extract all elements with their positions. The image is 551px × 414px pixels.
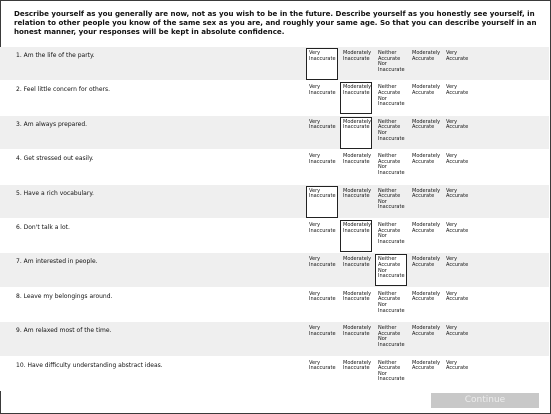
option-very-accurate[interactable] [443,254,475,286]
question-row [0,81,549,115]
option-label-line: Very [446,359,458,366]
option-moderately-inaccurate[interactable] [340,151,372,183]
option-neither-accurate-nor-inaccurate[interactable] [375,323,407,355]
option-label-line: Inaccurate [343,330,370,337]
option-label-line: Accurate [412,158,435,165]
question-row [0,253,549,287]
option-label-line: Inaccurate [343,89,370,96]
option-very-inaccurate[interactable] [306,117,338,149]
option-label-line: Neither [378,118,397,125]
option-label-line: Inaccurate [309,296,336,303]
option-label-line: Inaccurate [378,376,405,383]
option-moderately-inaccurate[interactable] [340,220,372,252]
option-label-line: Nor [378,370,387,377]
option-label-line: Very [446,153,458,160]
option-label-line: Inaccurate [343,193,370,200]
option-moderately-inaccurate[interactable] [340,289,372,321]
option-neither-accurate-nor-inaccurate[interactable] [375,289,407,321]
option-label-line: Very [446,118,458,125]
option-label-line: Nor [378,336,387,343]
option-neither-accurate-nor-inaccurate[interactable] [375,186,407,218]
question-list [0,47,549,391]
option-moderately-inaccurate[interactable] [340,82,372,114]
option-label-line: Accurate [378,330,401,337]
option-label-line: Very [309,50,321,56]
option-label-line: Inaccurate [309,89,336,96]
question-row [0,357,549,391]
option-label-line: Nor [378,129,387,136]
option-label-line: Very [446,256,458,263]
option-moderately-inaccurate[interactable] [340,48,372,80]
option-label-line: Moderately [412,325,441,332]
question-text: 2. Feel little concern for others. [16,86,111,94]
option-label-line: Moderately [343,221,372,228]
question-text: 5. Have a rich vocabulary. [16,189,94,197]
option-label-line: Neither [378,290,397,297]
option-label-line: Moderately [343,359,372,366]
option-label-line: Accurate [412,261,435,268]
option-label-line: Very [446,325,458,332]
option-label-line: Accurate [446,365,469,372]
question-text: 4. Get stressed out easily. [16,155,94,163]
option-label-line: Inaccurate [309,124,336,131]
option-label-line: Inaccurate [343,365,370,372]
option-moderately-accurate[interactable] [409,220,441,252]
option-label-line: Moderately [343,187,372,194]
option-label-line: Nor [378,233,387,240]
option-label-line: Moderately [412,359,441,366]
option-very-accurate[interactable] [443,358,475,390]
option-label-line: Accurate [412,330,435,337]
option-moderately-accurate[interactable] [409,289,441,321]
option-label-line: Inaccurate [378,101,405,108]
option-label-line: Neither [378,359,397,366]
option-label-line: Accurate [412,365,435,372]
question-row [0,322,549,356]
option-very-inaccurate[interactable] [306,82,338,114]
option-label-line: Nor [378,301,387,308]
option-very-accurate[interactable] [443,186,475,218]
option-label-line: Neither [378,84,397,91]
option-moderately-accurate[interactable] [409,82,441,114]
option-label-line: Accurate [378,158,401,165]
option-label-line: Very [309,187,321,194]
option-label-line: Accurate [446,330,469,337]
option-label-line: Moderately [343,153,372,160]
option-label-line: Inaccurate [343,158,370,165]
option-label-line: Inaccurate [378,307,405,314]
option-label-line: Moderately [343,84,372,91]
option-label-line: Accurate [412,193,435,200]
option-moderately-accurate[interactable] [409,117,441,149]
option-very-inaccurate[interactable] [306,289,338,321]
option-moderately-accurate[interactable] [409,358,441,390]
option-label-line: Inaccurate [378,135,405,142]
option-moderately-accurate[interactable] [409,186,441,218]
option-label-line: Accurate [412,89,435,96]
option-label-line: Neither [378,256,397,263]
option-label-line: Accurate [378,193,401,200]
question-text: 6. Don't talk a lot. [16,223,70,231]
option-label-line: Accurate [412,124,435,131]
question-row [0,219,549,253]
option-label-line: Moderately [412,290,441,297]
option-label-line: Very [309,221,321,228]
option-very-inaccurate[interactable] [306,151,338,183]
option-label-line: Very [309,153,321,160]
option-very-inaccurate[interactable] [306,220,338,252]
option-label-line: Inaccurate [378,169,405,176]
option-moderately-accurate[interactable] [409,254,441,286]
option-label-line: Inaccurate [309,261,336,268]
question-text: 7. Am interested in people. [16,258,98,266]
option-label-line: Accurate [446,55,469,62]
option-label-line: Very [446,50,458,56]
option-label-line: Inaccurate [309,55,336,62]
option-label-line: Nor [378,61,387,68]
instructions-text: Describe yourself as you generally are now, not as you wish to be in the future. Describe yourself as you honestly see yourself, in relation to other people you know of the same sex as you are, and roughly your same age. So that you can describe yourself in an honest manner, your responses will be kept in absolute confidence. [14,9,537,37]
option-very-inaccurate[interactable] [306,186,338,218]
option-label-line: Very [446,84,458,91]
option-label-line: Moderately [343,118,372,125]
option-label-line: Accurate [446,89,469,96]
option-label-line: Accurate [412,296,435,303]
option-label-line: Inaccurate [378,273,405,280]
option-moderately-accurate[interactable] [409,323,441,355]
option-label-line: Accurate [378,124,401,131]
option-label-line: Accurate [412,55,435,62]
option-label-line: Inaccurate [343,296,370,303]
option-label-line: Accurate [378,227,401,234]
option-very-inaccurate[interactable] [306,323,338,355]
option-neither-accurate-nor-inaccurate[interactable] [375,82,407,114]
option-label-line: Accurate [446,261,469,268]
question-text: 8. Leave my belongings around. [16,292,113,300]
question-text: 9. Am relaxed most of the time. [16,327,112,335]
option-label-line: Accurate [446,158,469,165]
option-label-line: Accurate [378,55,401,62]
option-label-line: Accurate [446,296,469,303]
option-label-line: Inaccurate [309,227,336,234]
question-row [0,47,549,81]
option-very-accurate[interactable] [443,117,475,149]
option-very-accurate[interactable] [443,220,475,252]
option-label-line: Moderately [412,187,441,194]
question-row [0,288,549,322]
option-label-line: Accurate [378,89,401,96]
option-neither-accurate-nor-inaccurate[interactable] [375,117,407,149]
option-label-line: Inaccurate [343,55,370,62]
option-label-line: Moderately [343,50,372,56]
option-very-accurate[interactable] [443,323,475,355]
option-neither-accurate-nor-inaccurate[interactable] [375,358,407,390]
option-label-line: Accurate [378,296,401,303]
option-label-line: Moderately [412,256,441,263]
option-label-line: Moderately [412,153,441,160]
option-label-line: Very [446,290,458,297]
question-text: 10. Have difficulty understanding abstract ideas. [16,361,163,369]
question-text: 1. Am the life of the party. [16,52,95,59]
question-row [0,185,549,219]
option-very-inaccurate[interactable] [306,358,338,390]
option-label-line: Inaccurate [309,365,336,372]
option-moderately-inaccurate[interactable] [340,254,372,286]
option-label-line: Accurate [412,227,435,234]
option-neither-accurate-nor-inaccurate[interactable] [375,151,407,183]
option-label-line: Inaccurate [378,238,405,245]
option-label-line: Inaccurate [343,124,370,131]
option-label-line: Inaccurate [309,158,336,165]
option-label-line: Very [309,359,321,366]
option-very-inaccurate[interactable] [306,254,338,286]
option-very-accurate[interactable] [443,151,475,183]
option-label-line: Inaccurate [343,261,370,268]
option-label-line: Accurate [446,193,469,200]
option-label-line: Inaccurate [343,227,370,234]
option-label-line: Very [309,256,321,263]
option-label-line: Accurate [446,124,469,131]
option-label-line: Neither [378,50,397,56]
option-label-line: Inaccurate [309,193,336,200]
option-neither-accurate-nor-inaccurate[interactable] [375,254,407,286]
option-label-line: Very [309,290,321,297]
option-label-line: Accurate [378,365,401,372]
option-moderately-accurate[interactable] [409,151,441,183]
option-moderately-inaccurate[interactable] [340,186,372,218]
option-very-inaccurate[interactable] [306,48,338,80]
question-text: 3. Am always prepared. [16,120,88,128]
question-row [0,150,549,184]
option-label-line: Nor [378,267,387,274]
option-label-line: Moderately [412,118,441,125]
option-label-line: Nor [378,198,387,205]
option-label-line: Accurate [378,261,401,268]
option-label-line: Inaccurate [378,204,405,211]
option-label-line: Nor [378,95,387,102]
option-moderately-inaccurate[interactable] [340,117,372,149]
option-label-line: Very [309,84,321,91]
option-label-line: Moderately [412,84,441,91]
option-label-line: Moderately [412,50,441,56]
option-label-line: Moderately [343,256,372,263]
option-neither-accurate-nor-inaccurate[interactable] [375,48,407,80]
option-very-accurate[interactable] [443,82,475,114]
option-label-line: Very [309,325,321,332]
option-label-line: Nor [378,164,387,171]
option-label-line: Moderately [343,325,372,332]
option-very-accurate[interactable] [443,48,475,80]
option-label-line: Very [446,187,458,194]
option-label-line: Neither [378,221,397,228]
continue-button[interactable]: Continue [431,393,539,408]
option-label-line: Accurate [446,227,469,234]
option-label-line: Moderately [343,290,372,297]
option-very-accurate[interactable] [443,289,475,321]
option-moderately-accurate[interactable] [409,48,441,80]
option-label-line: Neither [378,187,397,194]
question-row [0,116,549,150]
option-label-line: Inaccurate [309,330,336,337]
option-label-line: Neither [378,325,397,332]
option-label-line: Neither [378,153,397,160]
option-label-line: Very [309,118,321,125]
option-label-line: Very [446,221,458,228]
option-neither-accurate-nor-inaccurate[interactable] [375,220,407,252]
option-label-line: Inaccurate [378,341,405,348]
option-label-line: Moderately [412,221,441,228]
option-moderately-inaccurate[interactable] [340,323,372,355]
option-label-line: Inaccurate [378,66,405,73]
option-moderately-inaccurate[interactable] [340,358,372,390]
